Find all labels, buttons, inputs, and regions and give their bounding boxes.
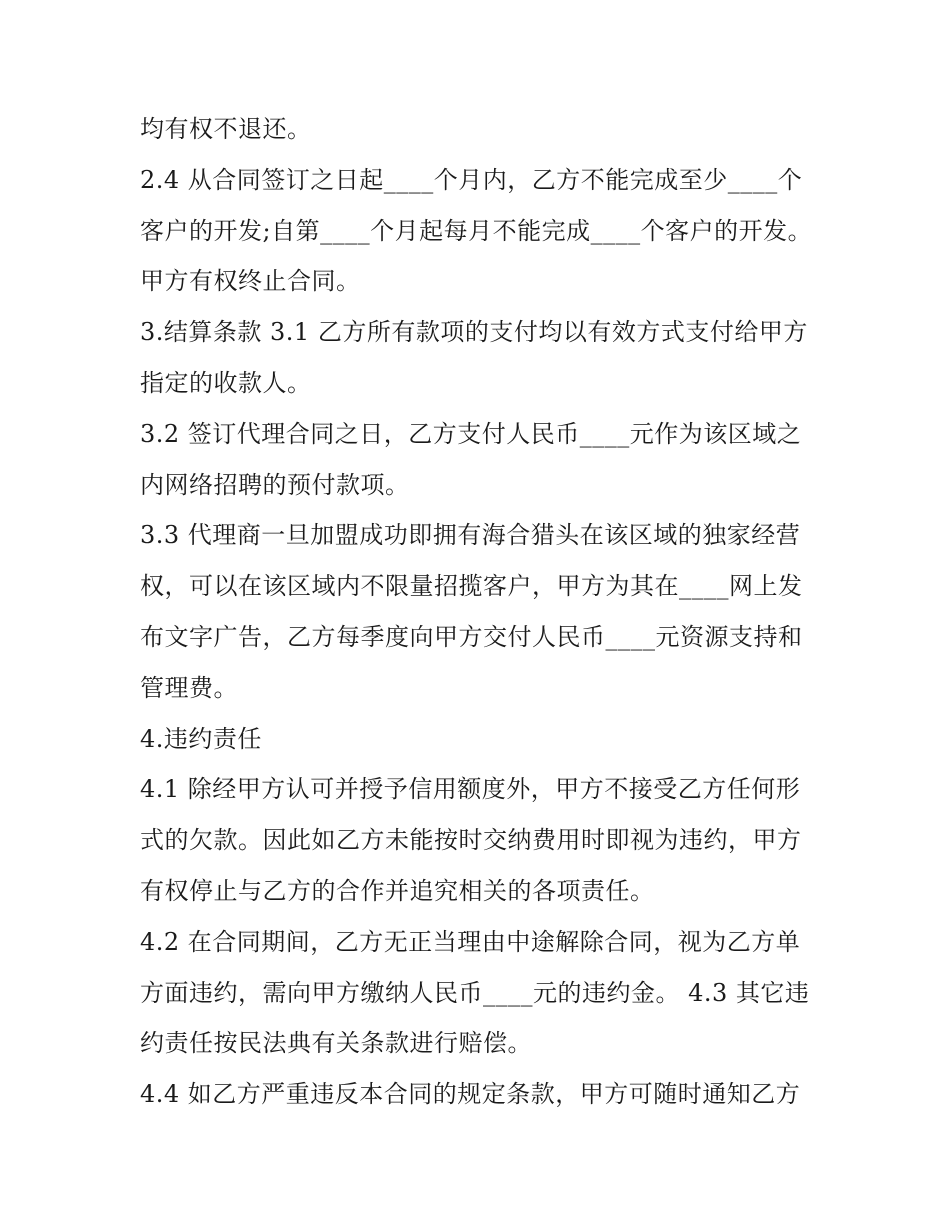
text-line: 权，可以在该区域内不限量招揽客户，甲方为其在____网上发 bbox=[140, 572, 803, 601]
text-line: 2.4 从合同签订之日起____个月内，乙方不能完成至少____个 bbox=[140, 165, 803, 194]
text-line: 3.2 签订代理合同之日，乙方支付人民币____元作为该区域之 bbox=[140, 419, 802, 448]
text-line: 有权停止与乙方的合作并追究相关的各项责任。 bbox=[140, 876, 655, 905]
contract-text-body bbox=[140, 104, 820, 1120]
text-line: 式的欠款。因此如乙方未能按时交纳费用时即视为违约，甲方 bbox=[140, 826, 802, 855]
text-line: 3.结算条款 3.1 乙方所有款项的支付均以有效方式支付给甲方 bbox=[140, 318, 808, 347]
text-line: 指定的收款人。 bbox=[140, 368, 312, 397]
text-line: 甲方有权终止合同。 bbox=[140, 267, 361, 296]
text-line: 管理费。 bbox=[140, 673, 238, 702]
text-line: 约责任按民法典有关条款进行赔偿。 bbox=[140, 1029, 532, 1058]
text-line: 内网络招聘的预付款项。 bbox=[140, 470, 410, 499]
text-line: 客户的开发;自第____个月起每月不能完成____个客户的开发。 bbox=[140, 216, 813, 245]
text-line: 4.2 在合同期间，乙方无正当理由中途解除合同，视为乙方单 bbox=[140, 927, 801, 956]
text-line: 4.4 如乙方严重违反本合同的规定条款，甲方可随时通知乙方 bbox=[140, 1080, 801, 1109]
text-line: 布文字广告，乙方每季度向甲方交付人民币____元资源支持和 bbox=[140, 622, 803, 651]
text-line: 方面违约，需向甲方缴纳人民币____元的违约金。 4.3 其它违 bbox=[140, 978, 810, 1007]
text-line: 3.3 代理商一旦加盟成功即拥有海合猎头在该区域的独家经营 bbox=[140, 521, 801, 550]
section-heading: 4.违约责任 bbox=[140, 724, 262, 753]
text-line: 均有权不退还。 bbox=[140, 115, 312, 143]
text-line: 4.1 除经甲方认可并授予信用额度外，甲方不接受乙方任何形 bbox=[140, 775, 801, 804]
